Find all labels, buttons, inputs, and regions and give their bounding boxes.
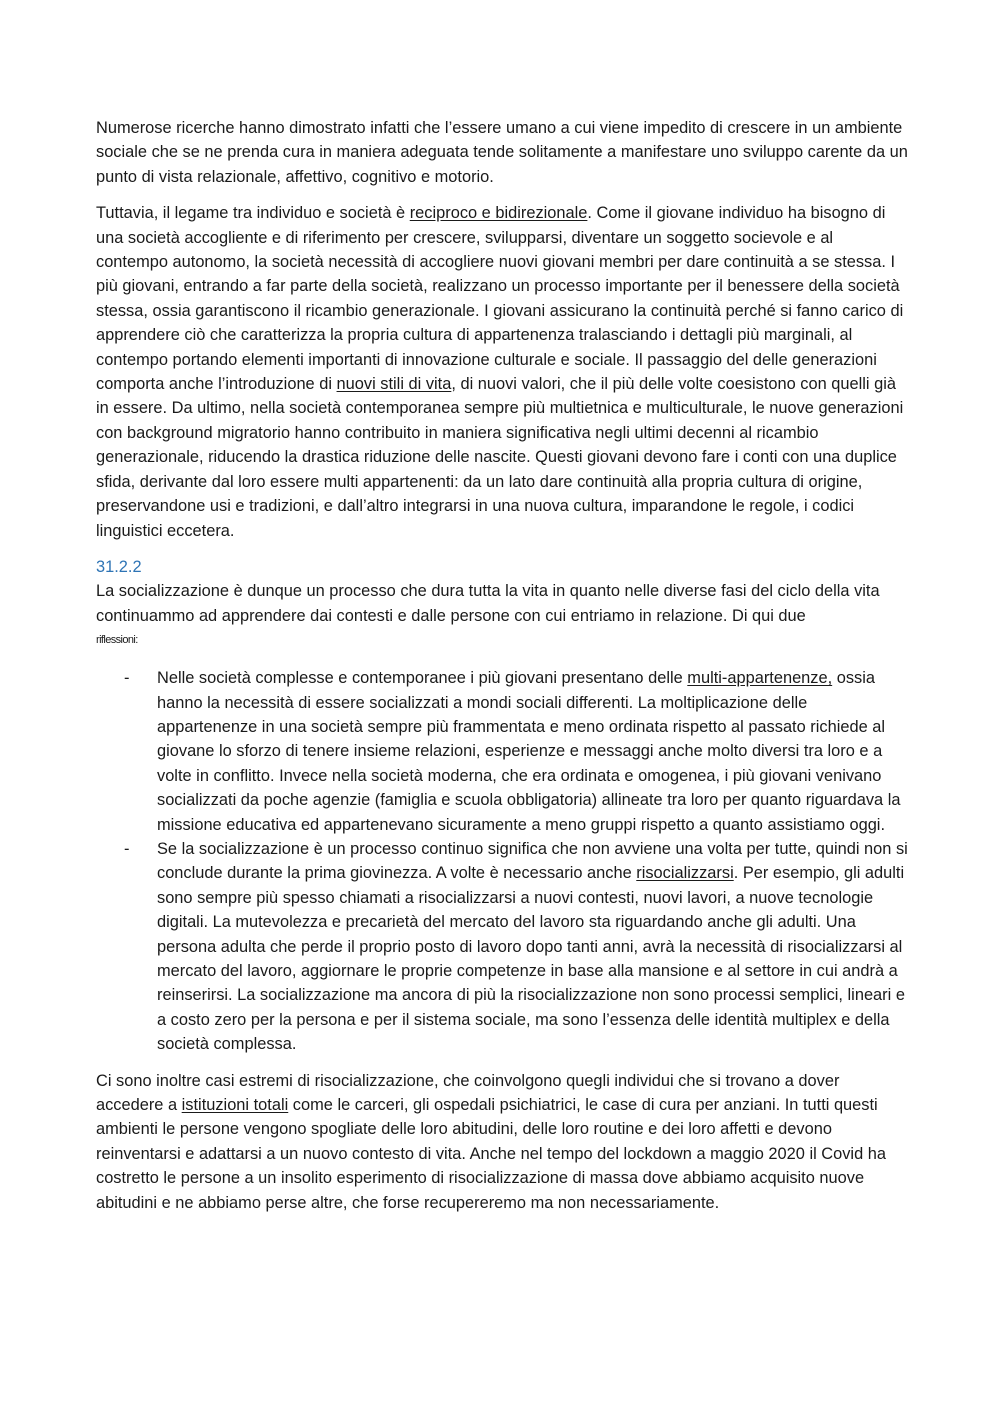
paragraph-reciprocity-text-c: , di nuovi valori, che il più delle volte coesistono con quelli già in essere. Da ultimo, nella società contemporanea sempre più multietnica e multiculturale, le nuove generazioni con background migratorio hanno contribuito in maniera significativa negli ultimi decenni al ricambio generazionale, riducendo la drastica riduzione delle nascite. Questi giovani devono fare i conti con una duplice sfida, derivante dal loro essere multi appartenenti: da un lato dare continuità alla propria cultura di origine, preservandone usi e tradizioni, e dall’altro integrarsi in una nuova cultura, imparandone le regole, i codici linguistici eccetera. [96,375,904,540]
list-dash: - [124,669,130,688]
section-intro-text: La socializzazione è dunque un processo che dura tutta la vita in quanto nelle diverse fasi del ciclo della vita continuammo ad apprendere dai contesti e dalle persone con cui entriamo in relazione. Di qui due [96,582,880,625]
underlined-term-multi-belonging: multi-appartenenze, [687,669,833,688]
section-heading-number: 31.2.2 [96,557,142,576]
list-item-1-text-b: ossia hanno la necessità di essere socializzati a mondi sociali differenti. La moltiplicazione delle appartenenze in una società sempre più frammentata e meno ordinata rispetto al passato richiede al giovane lo sforzo di tenere insieme relazioni, esperienze e messaggi anche molto diversi tra loro e a volte in conflitto. Invece nella società moderna, che era ordinata e omogenea, i più giovani venivano socializzati da poche agenzie (famiglia e scuola obbligatoria) allineate tra loro per quanto riguardava la missione educativa ed appartenevano sicuramente a meno gruppi rispetto a quanto assistiamo oggi. [157,669,901,834]
list-item [96,666,908,837]
paragraph-closing [96,1069,908,1215]
paragraph-intro-text: Numerose ricerche hanno dimostrato infatti che l’essere umano a cui viene impedito di crescere in un ambiente sociale che se ne prenda cura in maniera adeguata tende solitamente a manifestare uno sviluppo carente da un punto di vista relazionale, affettivo, cognitivo e motorio. [96,119,908,186]
document-page [96,116,908,1227]
paragraph-reciprocity [96,201,908,543]
paragraph-intro [96,116,908,189]
paragraph-closing-text-b: come le carceri, gli ospedali psichiatrici, le case di cura per anziani. In tutti questi ambienti le persone vengono spogliate delle loro abitudini, delle loro routine e dei loro affetti e devono reinventarsi e adattarsi a un nuovo contesto di vita. Anche nel tempo del lockdown a maggio 2020 il Covid ha costretto le persone a un insolito esperimento di risocializzazione di massa dove abbiamo acquisito nuove abitudini e ne abbiamo perse altre, che forse recupereremo ma non necessariamente. [96,1096,886,1212]
list-item [96,837,908,1057]
underlined-term-total-institutions: istituzioni totali [181,1096,289,1115]
paragraph-reciprocity-text-b: . Come il giovane individuo ha bisogno di una società accogliente e di riferimento per crescere, svilupparsi, diventare un soggetto socievole e al contempo autonomo, la società necessità di accogliere nuovi giovani membri per dare continuità a se stessa. I più giovani, entrando a far parte della società, realizzano un processo importante per il benessere della società stessa, ossia garantiscono il ricambio generazionale. I giovani assicurano la continuità perché si fanno carico di apprendere ciò che caratterizza la propria cultura di appartenenza tralasciando i dettagli più marginali, al contempo portando elementi importanti di innovazione culturale e sociale. Il passaggio del delle generazioni comporta anche l’introduzione di [96,204,904,394]
underlined-term-lifestyles: nuovi stili di vita [336,375,452,394]
list-item-2-text-b: . Per esempio, gli adulti sono sempre più spesso chiamati a risocializzarsi a nuovi contesti, nuovi lavori, a nuove tecnologie digitali. La mutevolezza e precarietà del mercato del lavoro sta riguardando anche gli adulti. Una persona adulta che perde il proprio posto di lavoro dopo tanti anni, avrà la necessità di risocializzarsi al mercato del lavoro, aggiornare le proprie competenze in base alla mansione e al settore in cui andrà a reinserirsi. La socializzazione ma ancora di più la risocializzazione non sono processi semplici, lineari e a costo zero per la persona e per il sistema sociale, ma sono l’essenza delle identità multiplex e della società complessa. [157,864,905,1054]
underlined-term-reciprocal: reciproco e bidirezionale [409,204,588,223]
underlined-term-resocialize: risocializzarsi [636,864,734,883]
list-dash: - [124,839,130,858]
paragraph-closing-text-a: Ci sono inoltre casi estremi di risocializzazione, che coinvolgono quegli individui che si trovano a dover accedere a [96,1071,840,1115]
section-intro-small-word: riflessioni: [96,634,138,647]
reflection-list [96,666,908,1057]
section-intro [96,579,908,652]
paragraph-reciprocity-text-a: Tuttavia, il legame tra individuo e società è [96,204,410,223]
list-item-2-text-a: Se la socializzazione è un processo continuo significa che non avviene una volta per tutte, quindi non si conclude durante la prima giovinezza. A volte è necessario anche [157,839,908,883]
list-item-1-text-a: Nelle società complesse e contemporanee i più giovani presentano delle [157,669,688,688]
